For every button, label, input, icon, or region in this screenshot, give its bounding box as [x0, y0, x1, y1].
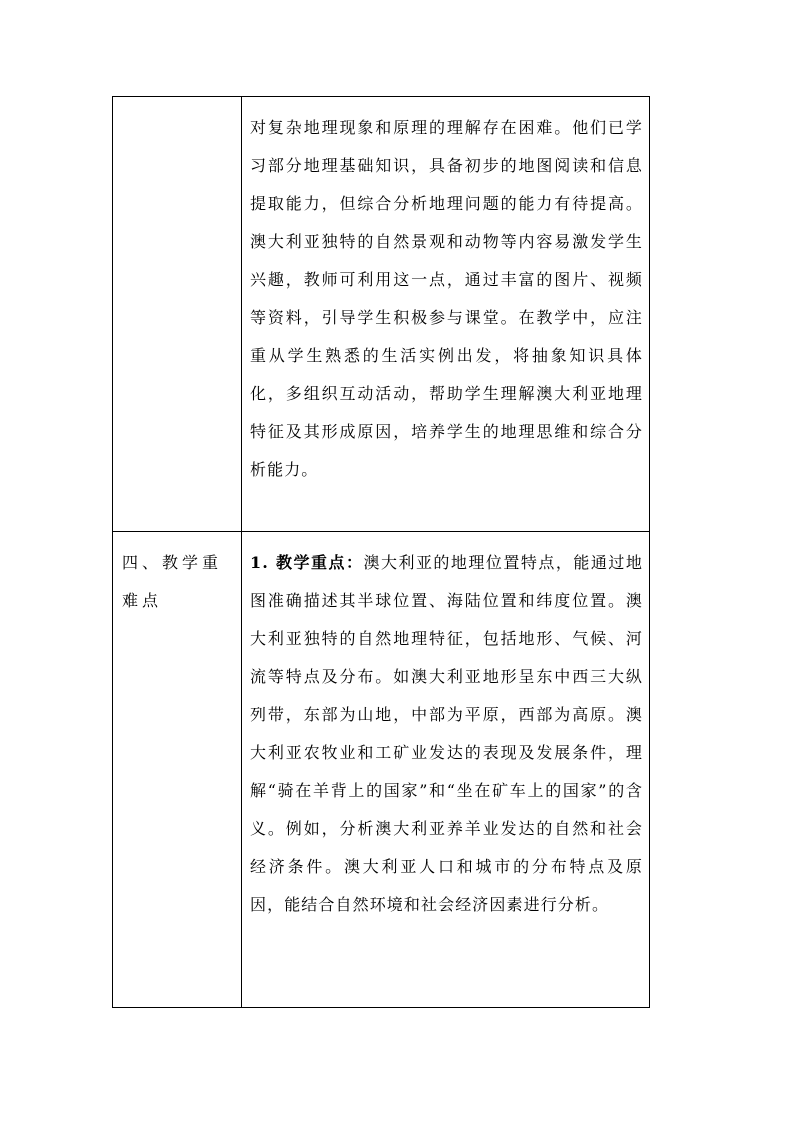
row-content-cell — [242, 532, 650, 1008]
row-label-cell — [113, 532, 242, 1008]
key-points-text: 澳大利亚的地理位置特点，能通过地图准确描述其半球位置、海陆位置和纬度位置。澳大利亚独特的自然地理特征，包括地形、气候、河流等特点及分布。如澳大利亚地形呈东中西三大纵列带，东部为山地，中部为平原，西部为高原。澳大利亚农牧业和工矿业发达的表现及发展条件，理解“骑在羊背上的国家”和“坐在矿车上的国家”的含义。例如，分析澳大利亚养羊业发达的自然和社会经济条件。澳大利亚人口和城市的分布特点及原因，能结合自然环境和社会经济因素进行分析。 — [250, 553, 643, 914]
table-row — [113, 97, 650, 532]
row-label-cell — [113, 97, 242, 532]
section-subheading: 1. 教学重点： — [250, 553, 364, 572]
row-label: 四、教学重难点 — [122, 553, 223, 610]
lesson-plan-table — [112, 96, 650, 1008]
key-difficult-points — [242, 532, 649, 936]
row-content-cell — [242, 97, 650, 532]
learner-analysis-text: 对复杂地理现象和原理的理解存在困难。他们已学习部分地理基础知识，具备初步的地图阅读和信息提取能力，但综合分析地理问题的能力有待提高。澳大利亚独特的自然景观和动物等内容易激发学生兴趣，教师可利用这一点，通过丰富的图片、视频等资料，引导学生积极参与课堂。在教学中，应注重从学生熟悉的生活实例出发，将抽象知识具体化，多组织互动活动，帮助学生理解澳大利亚地理特征及其形成原因，培养学生的地理思维和综合分析能力。 — [250, 118, 643, 479]
table-row — [113, 532, 650, 1008]
row-label — [113, 97, 241, 121]
